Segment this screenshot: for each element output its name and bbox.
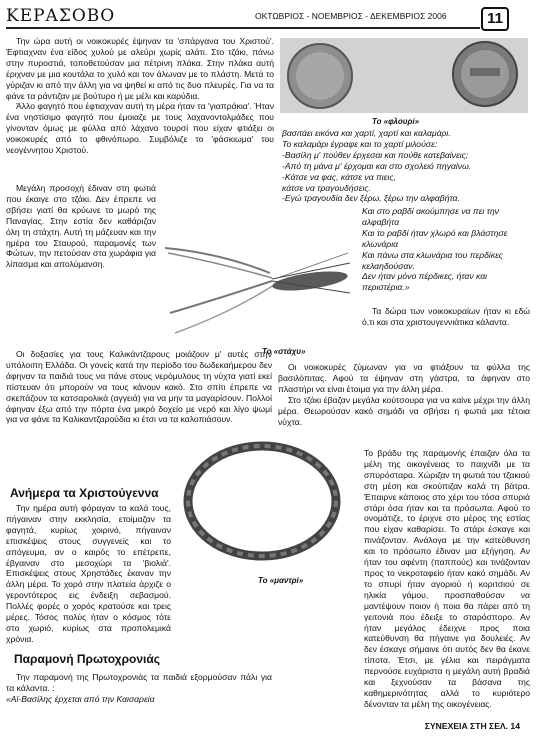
right-column-main: [278, 362, 530, 427]
verse-line: κάτσε να τραγουδήσεις.: [282, 182, 371, 193]
continued-note: ΣΥΝΕΧΕΙΑ ΣΤΗ ΣΕΛ. 14: [424, 721, 520, 731]
wheat-image: [160, 233, 352, 341]
verse-line: -Κάτσε να φας, κάτσε να πιεις,: [282, 171, 396, 182]
paragraph: Μεγάλη προσοχή έδιναν στη φωτιά που έκαιγε στο τζάκι. Δεν έπρεπε να σβήσει γιατί θα κρύωνε το μωρό της Παναγίας. Στην εστία δεν καθάριζαν όλη τη στάχτη. Αυτή τη μάζευαν και την ημέρα του Σταυρού, παραμονές των Φώτων, την πετούσαν στα χωράφια για λίπασμα και απολύμανση.: [6, 183, 156, 270]
left-column-newyear: [6, 672, 272, 705]
wheat-caption: Το «στάχυ»: [262, 347, 306, 356]
paragraph: Το βράδυ της παραμονής έπαιζαν όλα τα μέλη της οικογένειας το παιχνίδι με τα σπυρόσταρα. Χώριζαν τη φωτιά του τζακιού στη μέση και σκούπιζαν καλά τη βάτρα. Έπαιρνε κάποιος στο χέρι του τόσα σπυριά στάρι όσα ήταν και τα πρόσωπα. Αφού το ονομάτιζε, το έριχνε στο μέρος της εστίας που είχαν καθαρίσει. Το στάρι έσκαγε και πινάζονταν. Ανάλογα με την κατεύθυνση και το πρόσωπο έδιναν μια εξήγηση. Αν ήταν του αφέντη (παππούς) και τινάζονταν προς το νεκροταφείο ήταν κακό σημάδι. Αν το σπυρί ήταν αγοριού ή κοριτσιού σε ηλικία γάμου, προσπαθούσαν να μαντέψουν ποιον ή ποια θα πάρει από τη γειτονιά που έδειξε το σταρόσπορο. Αν ήταν μεγάλος έδειχνε προς ποια κατεύθυνση θα πήγαινε για δουλειές. Αν δεν έσκαγε σήμαινε ότι αυτός δεν θα έκανε τίποτα. Έτσι, με γέλια και πειράγματα περνούσε ευχάριστα η μεγάλη αυτή βραδιά και ξεχνούσαν τα βάσανα της καθημερινότητας αλλά το κυριότερο δένονταν τα μέλη της οικογένειας.: [364, 448, 530, 709]
right-column-game-full: [276, 448, 530, 710]
left-column-top: [6, 36, 274, 156]
verse-line: -Βασίλη μ' πούθεν έρχεσαι και πούθε κατεβαίνεις;: [282, 149, 469, 160]
paragraph: Την ημέρα αυτή φόραγαν τα καλά τους, πήγαιναν στην εκκλησία, ετοίμαζαν τα φαγητά, κυρίως χοιρινό, πήγαιναν επισκέψεις στους συγγενείς και το απόγευμα, αν ο καιρός το επέτρεπε, έβγαιναν στο μεσοχώρι τα 'βιολιά'. Επισκέψεις στους Χρηστάδες έκαναν την άλλη μέρα. Το χορό στην πλατεία άρχιζε ο γεροντότερος εις ένδειξη σεβασμού. Πολλές φορές ο χορός κρατούσε και τρεις μέρες. Τόσος πολύς ήταν ο κόσμος τότε στο χωριό, κυρίως στα προπολεμικά χρόνια.: [6, 503, 171, 644]
paragraph: Οι δοξασίες για τους Καλικάντζαρους μοιάζουν μ' αυτές στην υπόλοιπη Ελλάδα. Οι γονείς κατά την περίοδο του δωδεκαήμερου δεν άφηναν τα παιδιά τους να πάνε στους νερόμυλους τη νύχτα γιατί εκεί πίστευαν ότι μπορούν να τους κάνουν κακό. Στο σπίτι έπρεπε να σκεπάζουν τα κατσαρολικά (αγγειά) για να μην τα μαγαρίσουν. Πολλοί άφηναν έξω από την πόρτα ένα μικρό δοχείο με νερό και λίγο ψωμί για να φάνε τα Καλικαντζαρούδια κι έτσι να τα καλοπιάσουν.: [6, 349, 272, 425]
coin-left-inner: [296, 52, 344, 100]
coins-image: [280, 38, 528, 113]
right-column-gifts: [362, 306, 530, 328]
wheat-photo: [160, 233, 352, 341]
verse-line: -Από τη μάνα μ' έρχομαι και στο σχολειό πηγαίνω.: [282, 160, 472, 171]
paragraph: Άλλο φαγητό που έφτιαχναν αυτή τη μέρα ήταν τα 'γιαπράκια'. Ήταν ένα νηστίσιμο φαγητό που έμοιαζε με τους λαχανοντολμάδες που γίνονταν όμως με φύλλα από λάχανο τουρσί που είχαν φτιάξει οι νοικοκυρές από το φθινόπωρο. Συμβόλιζε το 'φάσκιωμα' του νεογέννητου Χριστού.: [6, 101, 274, 156]
paragraph: Τα δώρα των νοικοκυραίων ήταν κι εδώ ό,τι και στα χριστουγεννιάτικα κάλαντα.: [362, 306, 530, 327]
issue-date: ΟΚΤΩΒΡΙΟΣ - ΝΟΕΜΒΡΙΟΣ - ΔΕΚΕΜΒΡΙΟΣ 2006: [255, 11, 447, 21]
section-heading-newyear-eve: Παραμονή Πρωτοχρονιάς: [14, 652, 160, 666]
right-column-carol-2: [362, 206, 530, 293]
paragraph: Την ώρα αυτή οι νοικοκυρές έψηναν τα 'σπάργανα του Χριστού'. Έφτιαχναν ένα είδος χυλού με αλεύρι χωρίς αλάτι. Στο τζάκι, πάνω στην πυροστιά, τοποθετούσαν μια πέτρινη πλάκα. Στην πλάκα αυτή έριχναν με μια κουτάλα το χυλό και τον άλωναν με το πλάστη. Μετά το γύριζαν κι από την άλλη για να ψηθεί κι από τις δυο πλευρές. Για να τα φάνε τα ράντιζαν με βούτυρο ή με μέλι και καρύδια.: [6, 36, 274, 101]
paragraph: Την παραμονή της Πρωτοχρονιάς τα παιδιά εξορμούσαν πάλι για τα κάλαντα. :: [6, 672, 272, 693]
coins-photo: [280, 38, 528, 113]
section-heading-christmas: Ανήμερα τα Χριστούγεννα: [10, 486, 159, 500]
ring-caption: Το «μαντρί»: [258, 576, 304, 585]
paragraph: Οι νοικοκυρές ζύμωναν για να φτιάξουν τα φύλλα της βασιλόπιτας. Αφού τα έψηναν στη γάστρα, τα άφηναν στο πλαστήρι να είναι έτοιμα για την άλλη μέρα.: [278, 362, 530, 394]
magazine-title: ΚΕΡΑΣΟΒΟ: [6, 6, 116, 26]
left-column-goblins: [6, 349, 272, 425]
verse-line: -Εγώ τραγουδία δεν ξέρω, ξέρω την αλφαβήτα.: [282, 193, 460, 204]
verse-line: βασιτάει εικόνα και χαρτί, χαρτί και καλαμάρι.: [282, 128, 451, 138]
left-column-christmas: [6, 503, 171, 645]
header-rule: [6, 27, 480, 29]
left-column-fire: [6, 183, 156, 270]
verse-line: «Αϊ-Βασίλης έρχεται από την Καισαρεία: [6, 693, 155, 704]
page-number: 11: [481, 7, 509, 31]
verse-line: Και το ραβδί ήταν χλωρό και βλάστησε κλωνάρια: [362, 227, 508, 249]
verse-line: Δεν ήταν μόνο πέρδικες, ήταν και περιστέρια.»: [362, 271, 488, 293]
verse-line: Και πάνω στα κλωνάρια του περδίκες κελαηδούσαν.: [362, 249, 503, 271]
verse-line: Και στο ραβδί ακούμπησε να πει την αλφαβήτα: [362, 206, 499, 227]
coins-caption: Το «φλουρί»: [372, 117, 420, 126]
paragraph: Στο τζάκι έβαζαν μεγάλα κούτσουρα για να καίνε μέχρι την άλλη μέρα. Θεωρούσαν κακό σημάδι να σβήσει η φωτιά μια τέτοια νύχτα.: [278, 394, 530, 427]
verse-line: Το καλαμάρι έγραφε και το χαρτί μιλούσε:: [282, 138, 438, 149]
right-column-carol: [282, 128, 530, 204]
